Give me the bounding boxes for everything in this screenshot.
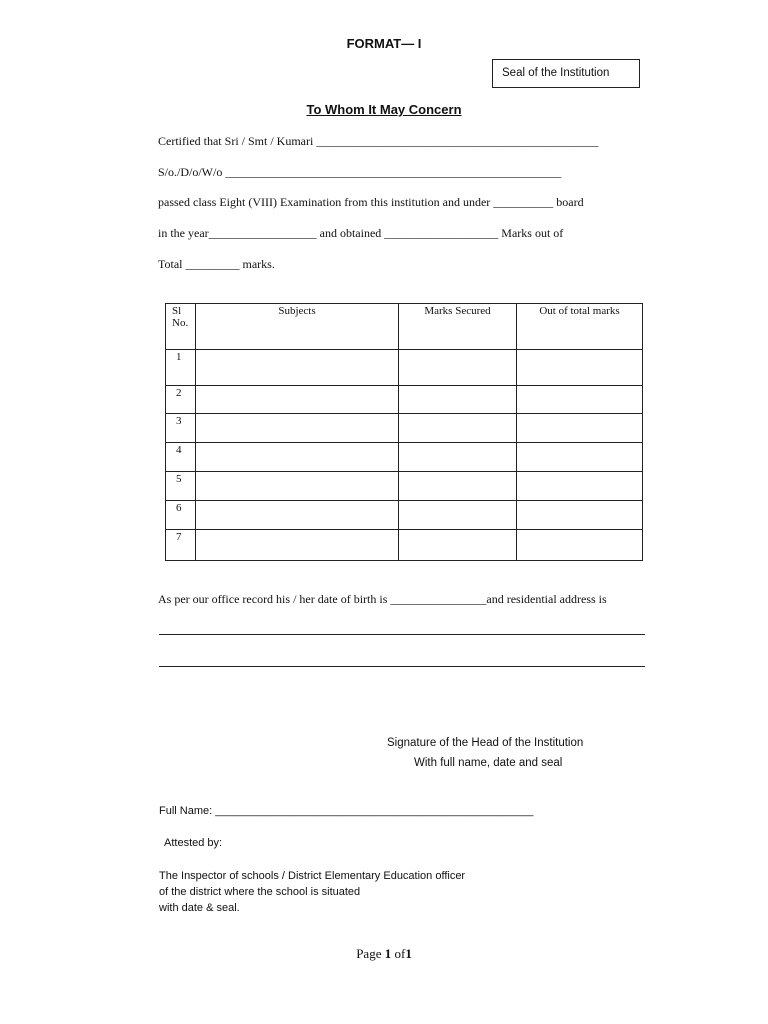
marks-table xyxy=(165,303,643,561)
subject-cell[interactable] xyxy=(196,443,399,472)
subject-cell[interactable] xyxy=(196,472,399,501)
table-row xyxy=(166,501,643,530)
row-number: 2 xyxy=(166,386,196,414)
inspector-line-3: with date & seal. xyxy=(159,902,240,914)
inspector-line-1: The Inspector of schools / District Elementary Education officer xyxy=(159,870,466,882)
marks-cell[interactable] xyxy=(399,501,517,530)
table-row xyxy=(166,386,643,414)
page-number: 1 xyxy=(384,946,392,961)
col-header-marks-secured: Marks Secured xyxy=(399,304,517,350)
total-cell[interactable] xyxy=(517,386,643,414)
subject-cell[interactable] xyxy=(196,530,399,561)
total-cell[interactable] xyxy=(517,501,643,530)
seal-box: Seal of the Institution xyxy=(492,59,640,88)
subject-cell[interactable] xyxy=(196,501,399,530)
subject-cell[interactable] xyxy=(196,350,399,386)
table-row xyxy=(166,414,643,443)
address-rule-1 xyxy=(159,634,645,635)
total-cell[interactable] xyxy=(517,530,643,561)
address-rule-2 xyxy=(159,666,645,667)
marks-cell[interactable] xyxy=(399,414,517,443)
marks-cell[interactable] xyxy=(399,350,517,386)
marks-cell[interactable] xyxy=(399,472,517,501)
relation-line: S/o./D/o/W/o ________________________________________________________ xyxy=(158,165,562,179)
signature-label: Signature of the Head of the Institution xyxy=(387,737,584,749)
subject-cell[interactable] xyxy=(196,386,399,414)
col-header-out-of-total: Out of total marks xyxy=(517,304,643,350)
row-number: 3 xyxy=(166,414,196,443)
dob-address-line: As per our office record his / her date of birth is ________________and residential address is xyxy=(158,592,607,606)
col-header-subjects: Subjects xyxy=(196,304,399,350)
total-line: Total _________ marks. xyxy=(158,257,275,271)
attested-by-label: Attested by: xyxy=(164,837,223,849)
signature-sublabel: With full name, date and seal xyxy=(414,757,563,769)
row-number: 6 xyxy=(166,501,196,530)
year-line: in the year__________________ and obtained ___________________ Marks out of xyxy=(158,226,564,240)
page-total: 1 xyxy=(405,946,412,961)
total-cell[interactable] xyxy=(517,472,643,501)
row-number: 4 xyxy=(166,443,196,472)
subject-cell[interactable] xyxy=(196,414,399,443)
marks-cell[interactable] xyxy=(399,443,517,472)
row-number: 5 xyxy=(166,472,196,501)
table-row xyxy=(166,530,643,561)
table-row xyxy=(166,350,643,386)
total-cell[interactable] xyxy=(517,414,643,443)
table-header-row xyxy=(166,304,643,350)
passed-line: passed class Eight (VIII) Examination from this institution and under __________ board xyxy=(158,195,584,209)
row-number: 1 xyxy=(166,350,196,386)
row-number: 7 xyxy=(166,530,196,561)
table-row xyxy=(166,472,643,501)
inspector-line-2: of the district where the school is situated xyxy=(159,886,361,898)
of-word: of xyxy=(394,946,406,961)
document-title: To Whom It May Concern xyxy=(306,102,462,117)
marks-cell[interactable] xyxy=(399,530,517,561)
certified-line: Certified that Sri / Smt / Kumari _______________________________________________ xyxy=(158,134,599,148)
full-name-line: Full Name: ____________________________________________________ xyxy=(159,805,534,817)
total-cell[interactable] xyxy=(517,350,643,386)
format-title: FORMAT— I xyxy=(346,36,422,51)
table-row xyxy=(166,443,643,472)
page-footer xyxy=(0,946,768,962)
page-word: Page xyxy=(356,946,382,961)
total-cell[interactable] xyxy=(517,443,643,472)
marks-cell[interactable] xyxy=(399,386,517,414)
col-header-sl: Sl No. xyxy=(166,304,196,350)
